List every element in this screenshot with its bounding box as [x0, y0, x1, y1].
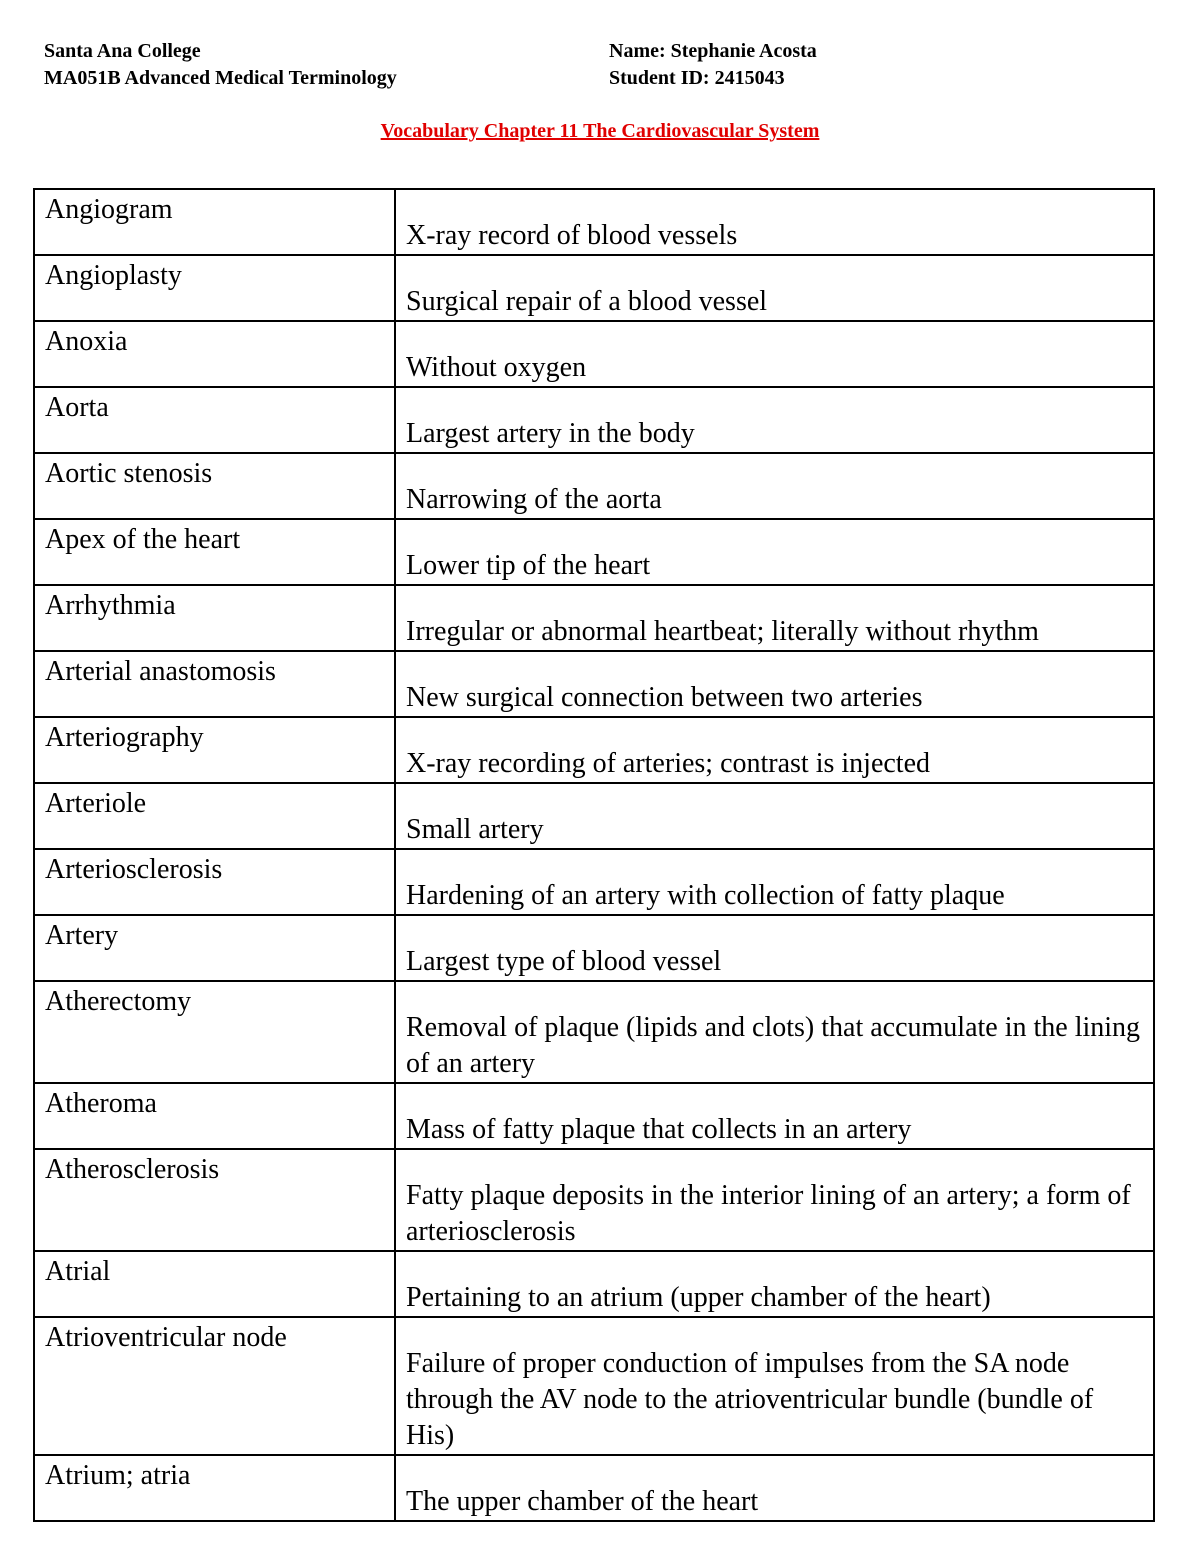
definition-cell: Removal of plaque (lipids and clots) that accumulate in the lining of an artery — [395, 981, 1154, 1083]
term-cell: Atherosclerosis — [34, 1149, 395, 1251]
definition-cell: Mass of fatty plaque that collects in an artery — [395, 1083, 1154, 1149]
table-row — [34, 717, 1154, 783]
table-row — [34, 387, 1154, 453]
header-right — [609, 38, 817, 92]
table-row — [34, 1317, 1154, 1455]
term-cell: Arrhythmia — [34, 585, 395, 651]
term-cell: Apex of the heart — [34, 519, 395, 585]
definition-cell: Largest artery in the body — [395, 387, 1154, 453]
term-cell: Angiogram — [34, 189, 395, 255]
table-row — [34, 783, 1154, 849]
vocabulary-table — [33, 188, 1155, 1522]
table-row — [34, 1455, 1154, 1521]
term-cell: Aorta — [34, 387, 395, 453]
definition-cell: New surgical connection between two arteries — [395, 651, 1154, 717]
definition-cell: Hardening of an artery with collection of fatty plaque — [395, 849, 1154, 915]
header-left — [44, 38, 397, 92]
definition-cell: Without oxygen — [395, 321, 1154, 387]
table-row — [34, 255, 1154, 321]
table-row — [34, 321, 1154, 387]
table-row — [34, 585, 1154, 651]
document-title: Vocabulary Chapter 11 The Cardiovascular System — [380, 120, 820, 142]
term-cell: Atrioventricular node — [34, 1317, 395, 1455]
table-row — [34, 915, 1154, 981]
term-cell: Angioplasty — [34, 255, 395, 321]
student-name: Name: Stephanie Acosta — [609, 40, 817, 62]
definition-cell: X-ray record of blood vessels — [395, 189, 1154, 255]
term-cell: Atherectomy — [34, 981, 395, 1083]
term-cell: Aortic stenosis — [34, 453, 395, 519]
definition-cell: Surgical repair of a blood vessel — [395, 255, 1154, 321]
table-row — [34, 519, 1154, 585]
table-row — [34, 849, 1154, 915]
definition-cell: Narrowing of the aorta — [395, 453, 1154, 519]
term-cell: Arteriography — [34, 717, 395, 783]
definition-cell: Small artery — [395, 783, 1154, 849]
term-cell: Arteriole — [34, 783, 395, 849]
term-cell: Arteriosclerosis — [34, 849, 395, 915]
term-cell: Artery — [34, 915, 395, 981]
table-row — [34, 1083, 1154, 1149]
table-row — [34, 981, 1154, 1083]
table-row — [34, 651, 1154, 717]
term-cell: Arterial anastomosis — [34, 651, 395, 717]
student-id: Student ID: 2415043 — [609, 67, 785, 89]
definition-cell: X-ray recording of arteries; contrast is injected — [395, 717, 1154, 783]
term-cell: Anoxia — [34, 321, 395, 387]
definition-cell: Irregular or abnormal heartbeat; literally without rhythm — [395, 585, 1154, 651]
definition-cell: The upper chamber of the heart — [395, 1455, 1154, 1521]
definition-cell: Fatty plaque deposits in the interior lining of an artery; a form of arteriosclerosis — [395, 1149, 1154, 1251]
definition-cell: Largest type of blood vessel — [395, 915, 1154, 981]
table-row — [34, 1149, 1154, 1251]
college-name: Santa Ana College — [44, 40, 201, 62]
table-row — [34, 453, 1154, 519]
table-row — [34, 189, 1154, 255]
definition-cell: Failure of proper conduction of impulses from the SA node through the AV node to the atrioventricular bundle (bundle of His) — [395, 1317, 1154, 1455]
definition-cell: Pertaining to an atrium (upper chamber of the heart) — [395, 1251, 1154, 1317]
term-cell: Atrial — [34, 1251, 395, 1317]
table-row — [34, 1251, 1154, 1317]
definition-cell: Lower tip of the heart — [395, 519, 1154, 585]
course-name: MA051B Advanced Medical Terminology — [44, 67, 397, 89]
term-cell: Atrium; atria — [34, 1455, 395, 1521]
term-cell: Atheroma — [34, 1083, 395, 1149]
